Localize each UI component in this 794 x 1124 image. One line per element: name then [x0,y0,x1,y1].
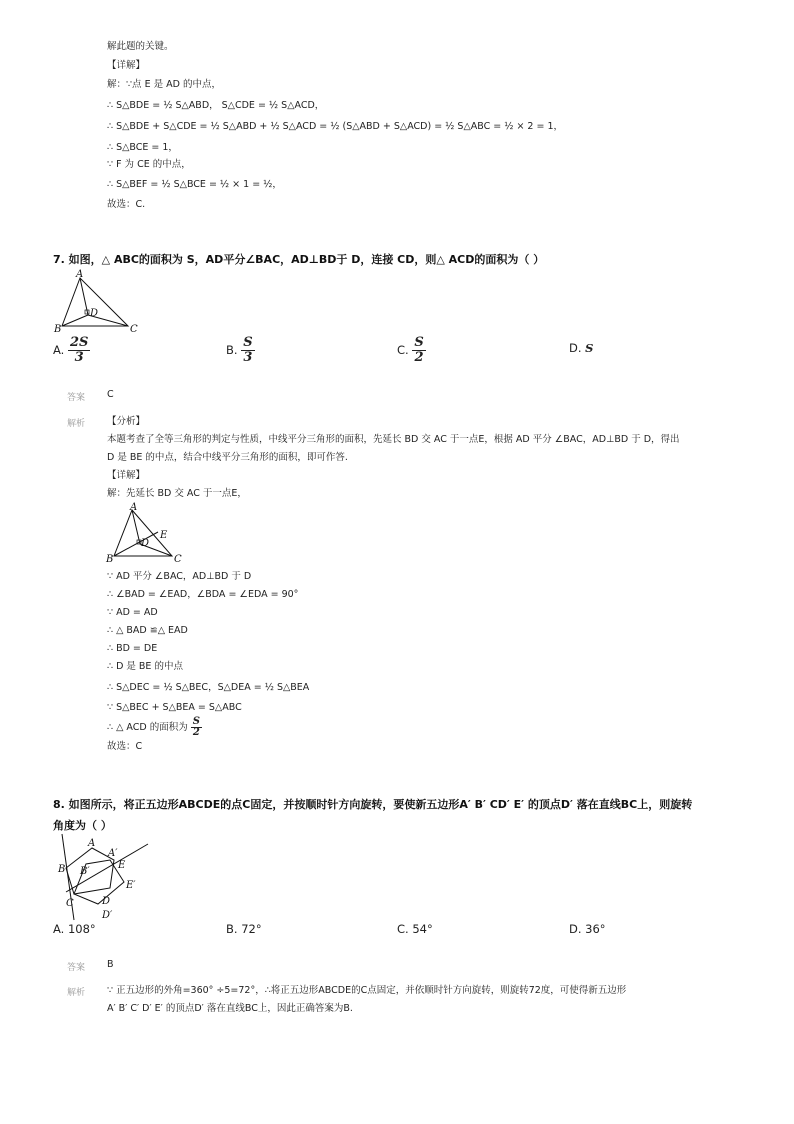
q8-fig-label-a-prime: A′ [108,848,118,859]
q7-detail-line-12: ∴ S△DEC = ½ S△BEC，S△DEA = ½ S△BEA [107,682,310,693]
q8-fig-label-b: B [58,864,66,875]
q7-option-a-num: 2S [69,335,89,350]
prev-line-1: 解此题的关键。 [107,41,174,52]
q7-detail-line-7: ∴ ∠BAD = ∠EAD，∠BDA = ∠EDA = 90° [107,589,299,600]
q8-option-d[interactable]: D. 36° [569,922,606,936]
q8-answer-label: 答案 [67,963,86,973]
q8-fig-label-e-prime: E′ [126,880,136,891]
q7-option-b-den: 3 [243,350,253,365]
q7-detail-line-5: 解：先延长 BD 交 AC 于一点E， [107,488,247,499]
q7-option-d[interactable] [569,341,593,355]
q7-detail-heading: 【详解】 [107,470,146,481]
q7-detail-line-9: ∴ △ BAD ≌△ EAD [107,625,188,636]
q8-answer: B [107,959,114,970]
q7-fig-label-c: C [130,324,138,335]
q7-detail-line-14 [107,717,202,738]
q7-answer: C [107,389,114,400]
q8-option-b[interactable]: B. 72° [226,922,262,936]
q7-fig2-label-e: E [160,530,168,541]
q7-detail-frac-den: 2 [192,727,200,738]
q7-option-a-prefix: A. [53,343,65,357]
q7-analysis-line-2: 本题考查了全等三角形的判定与性质，中线平分三角形的面积，先延长 BD 交 AC 于一点E，根据 AD 平分 ∠BAC，AD⊥BD 于 D，得出 [107,434,680,445]
prev-line-9: 故选：C. [107,199,146,210]
q8-analysis-label: 解析 [67,988,86,998]
q8-option-a[interactable]: A. 108° [53,922,96,936]
q7-analysis-line-3: D 是 BE 的中点，结合中线平分三角形的面积，即可作答. [107,452,348,463]
prev-line-6: ∴ S△BCE = 1， [107,142,178,153]
prev-line-5: ∴ S△BDE + S△CDE = ½ S△ABD + ½ S△ACD = ½ (S△ABD + S△ACD) = ½ S△ABC = ½ × 2 = 1， [107,121,564,132]
q7-option-d-prefix: D. [569,341,582,355]
q7-option-c-prefix: C. [397,343,409,357]
q7-detail-line-10: ∴ BD = DE [107,643,158,654]
q7-fig-label-a: A [76,269,84,280]
q7-fig2-label-a: A [130,502,138,513]
q8-fig-label-d: D [102,896,111,907]
prev-detail-heading: 【详解】 [107,60,146,71]
q8-option-c[interactable]: C. 54° [397,922,433,936]
q7-analysis-label: 解析 [67,419,86,429]
q8-stem-line-2: 角度为（ ） [53,819,112,832]
q7-answer-label: 答案 [67,393,86,403]
prev-line-8: ∴ S△BEF = ½ S△BCE = ½ × 1 = ½， [107,179,282,190]
q7-fig2-label-b: B [106,554,114,565]
q7-option-c-num: S [414,335,424,350]
prev-line-7: ∵ F 为 CE 的中点， [107,159,191,170]
prev-line-4: ∴ S△BDE = ½ S△ABD， S△CDE = ½ S△ACD， [107,100,325,111]
q7-option-d-value: S [585,341,594,355]
q7-option-b[interactable] [226,336,255,365]
q8-pentagon-figure [52,832,152,922]
q7-detail-line-6: ∵ AD 平分 ∠BAC，AD⊥BD 于 D [107,571,252,582]
q7-detail-line-15: 故选：C [107,741,143,752]
q7-option-b-num: S [243,335,253,350]
q7-option-b-prefix: B. [226,343,238,357]
q8-stem-line-1: 8. 如图所示，将正五边形ABCDE的点C固定，并按顺时针方向旋转，要使新五边形A′ B′ CD′ E′ 的顶点D′ 落在直线BC上，则旋转 [53,798,693,811]
q7-fig-label-b: B [54,324,62,335]
prev-line-3: 解：∵点 E 是 AD 的中点， [107,79,221,90]
q7-option-c-den: 2 [414,350,424,365]
q7-detail-frac-num: S [192,716,200,727]
q7-fig-label-d: D [90,308,99,319]
q7-stem: 7. 如图，△ ABC的面积为 S，AD平分∠BAC，AD⊥BD于 D，连接 CD，则△ ACD的面积为（ ） [53,253,545,266]
q7-detail-line-13: ∵ S△BEC + S△BEA = S△ABC [107,702,242,713]
q8-fig-label-c: C [66,898,74,909]
q7-detail-line-8: ∵ AD = AD [107,607,158,618]
q7-fig2-label-c: C [174,554,182,565]
q7-fig2-label-d: D [141,538,150,549]
q8-fig-label-a: A [88,838,96,849]
q8-fig-label-e: E [118,860,126,871]
q8-fig-label-b-prime: B′ [80,866,90,877]
q7-option-a[interactable] [53,336,90,365]
q7-extended-triangle-figure [104,500,194,568]
q7-option-c[interactable] [397,336,426,365]
q8-fig-label-d-prime: D′ [102,910,113,921]
q7-triangle-figure [52,268,142,336]
q8-analysis-line-1: ∵ 正五边形的外角=360° ÷5=72°，∴将正五边形ABCDE的C点固定，并依顺时针方向旋转，则旋转72度，可使得新五边形 [107,985,627,996]
q7-analysis-heading: 【分析】 [107,416,146,427]
q7-detail-line-11: ∴ D 是 BE 的中点 [107,661,183,672]
q7-option-a-den: 3 [74,350,84,365]
q7-detail-line-14-text: ∴ △ ACD 的面积为 [107,722,188,733]
q8-analysis-line-2: A′ B′ C′ D′ E′ 的顶点D′ 落在直线BC上，因此正确答案为B. [107,1003,353,1014]
